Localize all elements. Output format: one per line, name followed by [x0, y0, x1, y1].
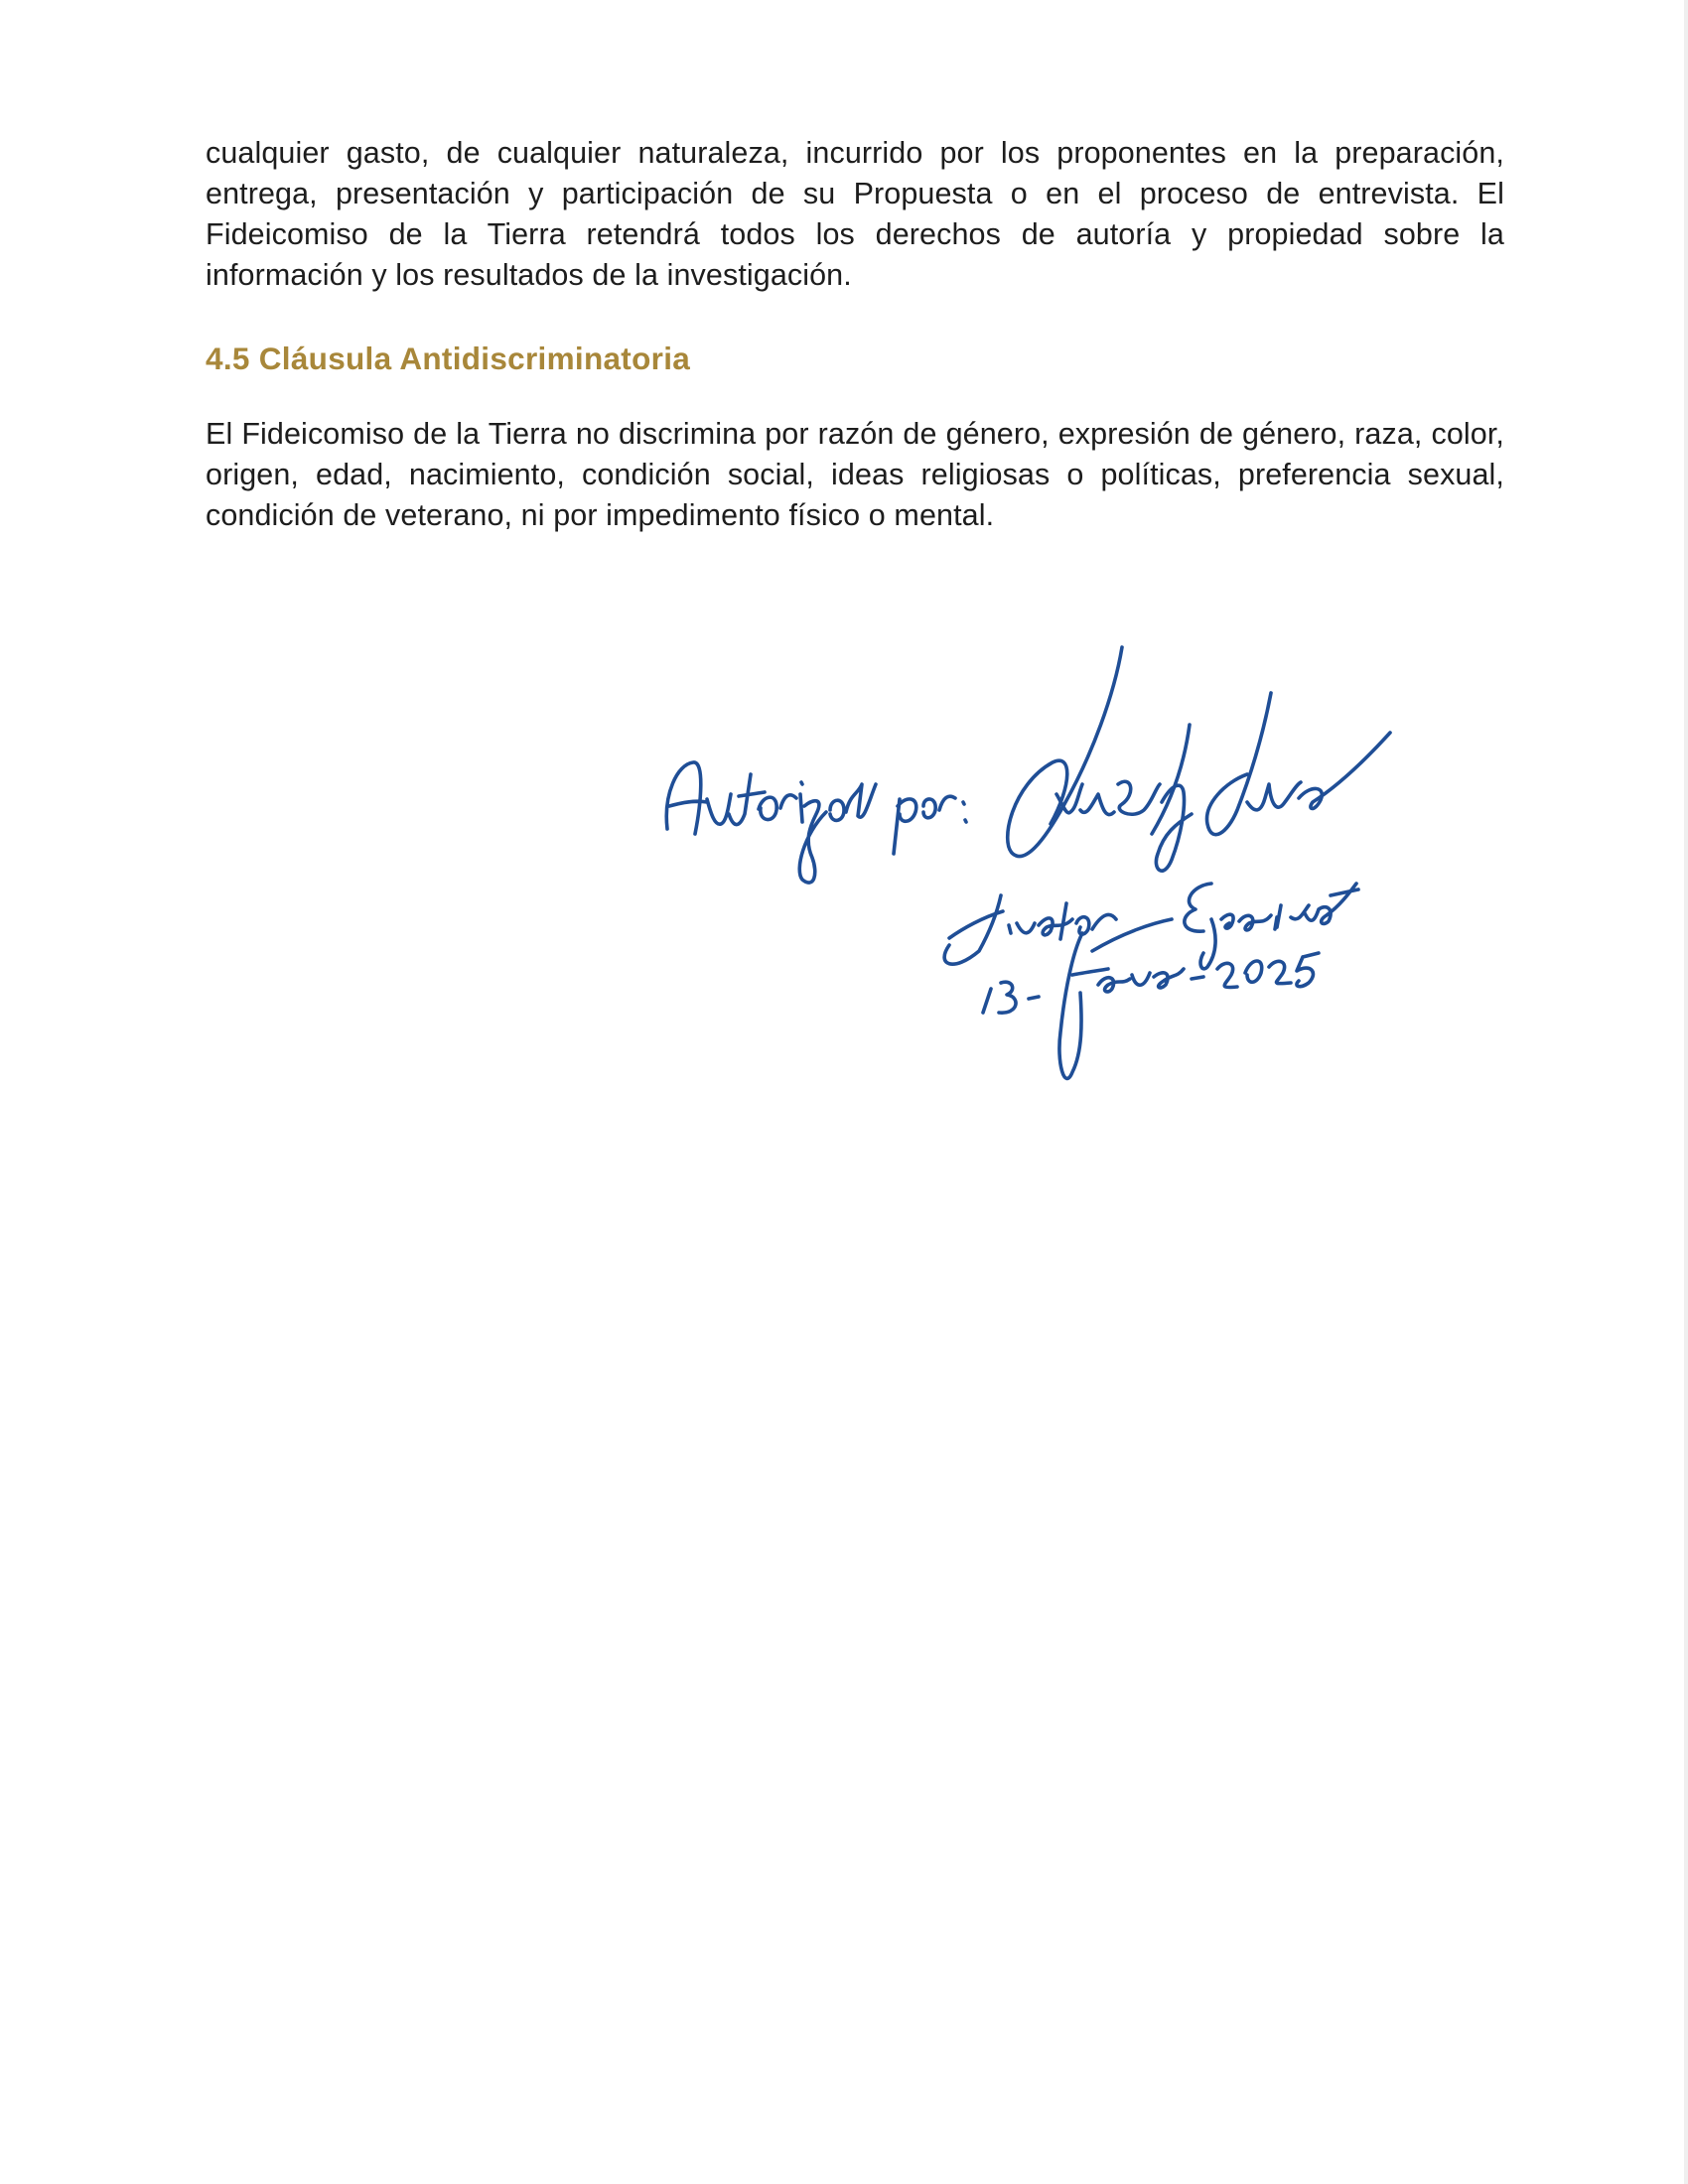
- body-paragraph-1: cualquier gasto, de cualquier naturaleza, incurrido por los proponentes en la preparación, entrega, presentación y participación de su Propuesta o en el proceso de entrevista. El Fideicomiso de la Tierra retendrá todos los derechos de autoría y propiedad sobre la información y los resultados de la investigación.: [206, 136, 1504, 292]
- scan-edge: [1684, 0, 1688, 2184]
- signature-date-stroke: [983, 933, 1319, 1078]
- signature-autorizado-stroke: [666, 762, 876, 883]
- handwritten-signature: [655, 635, 1450, 1112]
- signature-por-stroke: [894, 796, 966, 854]
- signature-ejecutivo-stroke: [1185, 884, 1358, 969]
- section-heading: 4.5 Cláusula Antidiscriminatoria: [206, 341, 691, 376]
- body-paragraph-2: El Fideicomiso de la Tierra no discrimina por razón de género, expresión de género, raza, color, origen, edad, nacimiento, condición social, ideas religiosas o políticas, preferencia sexual, condición de veterano, ni por impedimento físico o mental.: [206, 417, 1504, 532]
- signature-director-stroke: [944, 895, 1172, 964]
- signature-name-stroke: [1008, 647, 1390, 871]
